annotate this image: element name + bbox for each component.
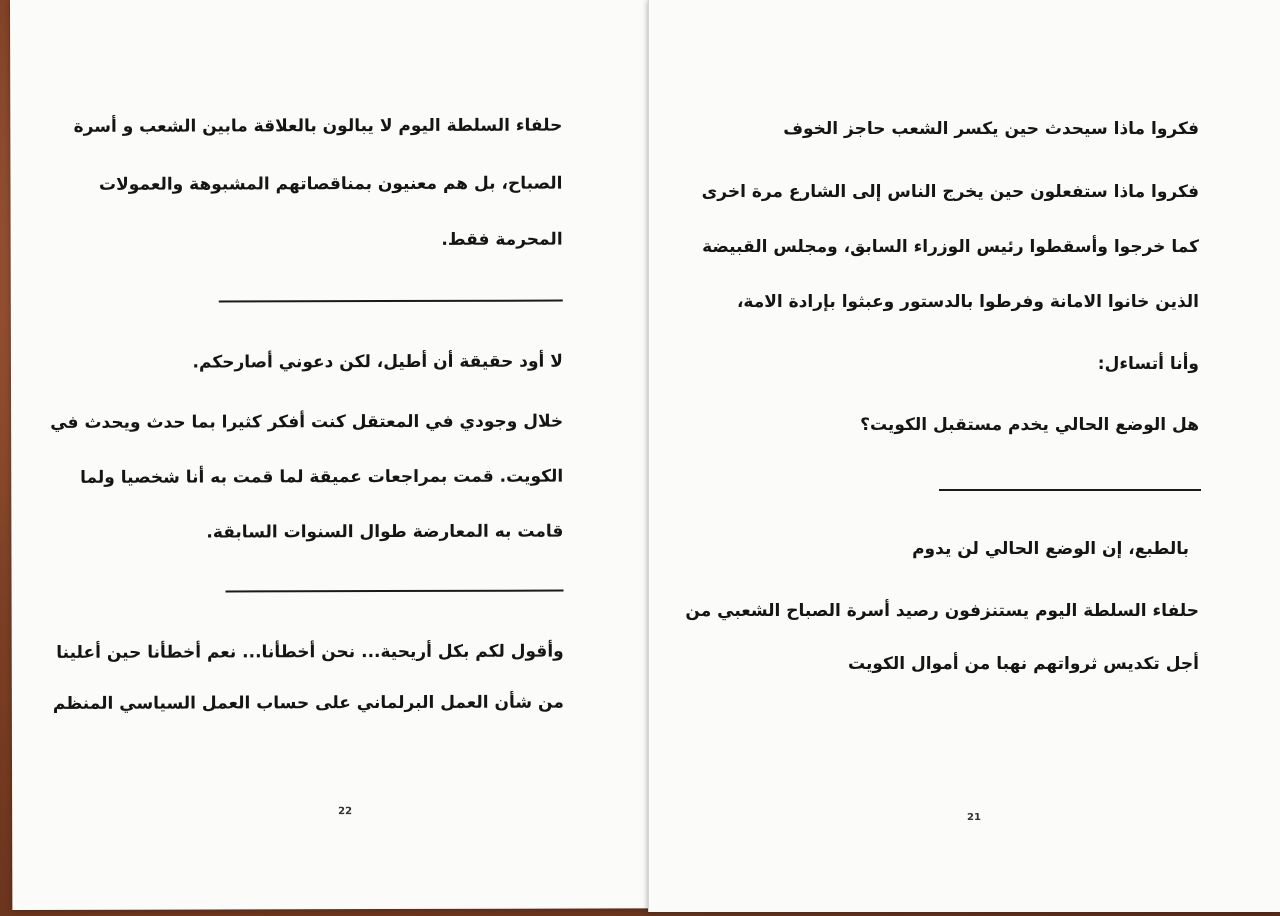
text-line: خلال وجودي في المعتقل كنت أفكر كثيرا بما حدث ويحدث في: [50, 411, 564, 433]
text-line: بالطبع، إن الوضع الحالي لن يدوم: [912, 539, 1189, 559]
page-21: [648, 0, 1280, 912]
text-line: فكروا ماذا ستفعلون حين يخرج الناس إلى الشارع مرة اخرى: [701, 182, 1199, 202]
text-line: الكويت. قمت بمراجعات عميقة لما قمت به أنا شخصيا ولما: [80, 466, 564, 488]
text-line: أجل تكديس ثرواتهم نهبا من أموال الكويت: [847, 654, 1199, 674]
text-line: حلفاء السلطة اليوم لا يبالون بالعلاقة مابين الشعب و أسرة: [73, 115, 563, 137]
text-line: المحرمة فقط.: [441, 229, 563, 250]
text-line: كما خرجوا وأسقطوا رئيس الوزراء السابق، ومجلس القبيضة: [702, 237, 1199, 257]
text-line: حلفاء السلطة اليوم يستنزفون رصيد أسرة الصباح الشعبي من: [685, 601, 1199, 621]
text-line: قامت به المعارضة طوال السنوات السابقة.: [206, 521, 564, 543]
page-number: 22: [338, 806, 353, 818]
text-line: من شأن العمل البرلماني على حساب العمل السياسي المنظم: [52, 692, 564, 714]
text-line: فكروا ماذا سيحدث حين يكسر الشعب حاجز الخوف: [783, 119, 1199, 139]
text-line: وأقول لكم بكل أريحية... نحن أخطأنا... نعم أخطأنا حين أعلينا: [56, 641, 564, 663]
text-line: الصباح، بل هم معنيون بمناقصاتهم المشبوهة والعمولات: [99, 173, 563, 195]
text-line: لا أود حقيقة أن أطيل، لكن دعوني أصارحكم.: [192, 351, 563, 373]
text-line: الذين خانوا الامانة وفرطوا بالدستور وعبثوا بإرادة الامة،: [736, 292, 1199, 312]
text-line: هل الوضع الحالي يخدم مستقبل الكويت؟: [860, 415, 1199, 435]
section-divider: [939, 489, 1201, 491]
section-divider: [219, 300, 563, 303]
section-divider: [226, 590, 564, 593]
text-line: وأنا أتساءل:: [1097, 354, 1199, 374]
page-22: [10, 0, 652, 910]
page-number: 21: [967, 812, 981, 823]
